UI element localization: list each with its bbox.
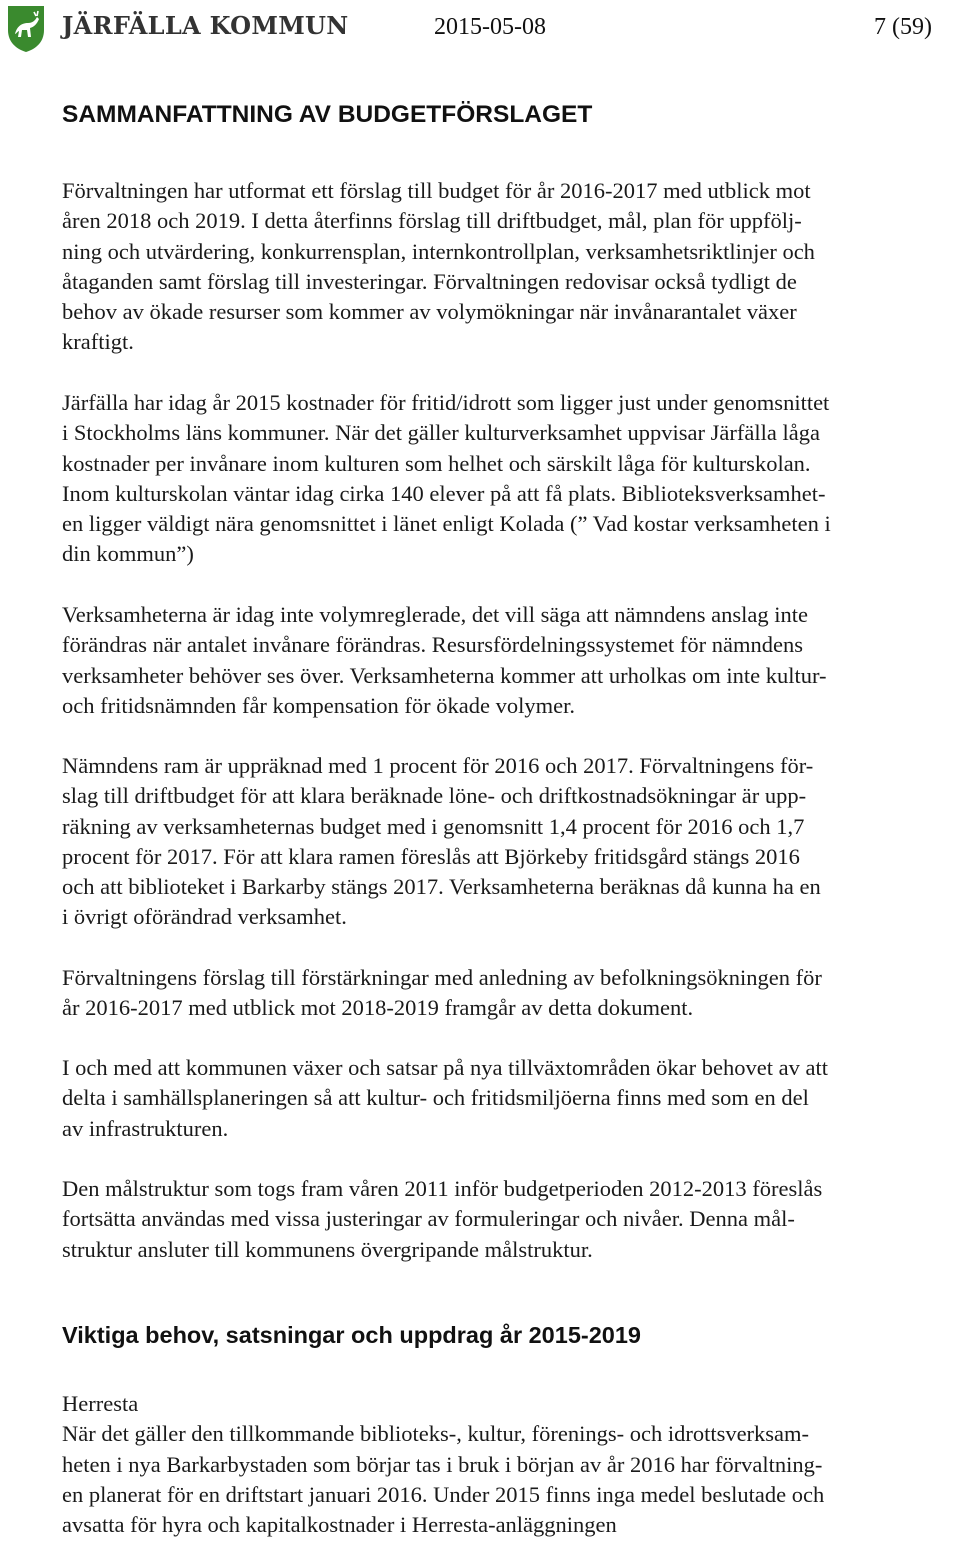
paragraph-frame [62,751,960,933]
text-line: åren 2018 och 2019. I detta återfinns förslag till driftbudget, mål, plan för uppfölj- [62,208,802,234]
text-line: Järfälla har idag år 2015 kostnader för fritid/idrott som ligger just under genomsnittet [62,390,830,415]
text-line: åtaganden samt förslag till investeringar. Förvaltningen redovisar också tydligt de [62,268,797,294]
text-line: behov av ökade resurser som kommer av volymökningar när invånarantalet växer [62,299,797,325]
text-line: heten i nya Barkarbystaden som börjar tas i bruk i början av år 2016 har förvaltning- [62,1451,823,1477]
main-heading: SAMMANFATTNING AV BUDGETFÖRSLAGET [62,101,593,128]
document-date: 2015-05-08 [434,14,546,40]
text-line: år 2016-2017 med utblick mot 2018-2019 framgår av detta dokument. [62,995,694,1021]
paragraph-goal-structure [62,1174,960,1265]
text-line: fortsätta användas med vissa justeringar av formuleringar och nivåer. Denna mål- [62,1206,795,1232]
section-heading: Viktiga behov, satsningar och uppdrag år 2015-2019 [62,1322,641,1348]
text-line: I och med att kommunen växer och satsar på nya tillväxtområden ökar behovet av att [62,1055,828,1080]
text-line: Inom kulturskolan väntar idag cirka 140 elever på att få plats. Biblioteksverksamhet- [62,480,826,506]
page-header [0,0,960,60]
text-line: delta i samhällsplaneringen så att kultur- och fritidsmiljöerna finns med som en del [62,1085,809,1111]
text-line: räkning av verksamheternas budget med i genomsnitt 1,4 procent för 2016 och 1,7 [62,813,805,839]
paragraph-costs [62,388,960,570]
text-line: avsatta för hyra och kapitalkostnader i Herresta-anläggningen [62,1512,617,1538]
text-line: verksamheter behöver ses över. Verksamheterna kommer att urholkas om inte kultur- [62,662,827,688]
text-line: struktur ansluter till kommunens övergripande målstruktur. [62,1236,593,1262]
text-line: kraftigt. [62,329,134,355]
page-number: 7 (59) [874,14,932,40]
text-line: en planerat för en driftstart januari 2016. Under 2015 finns inga medel beslutade och [62,1481,825,1507]
paragraph-volume [62,600,960,721]
subsection-herresta [62,1389,960,1540]
text-line: kostnader per invånare inom kulturen som helhet och särskilt låga för kulturskolan. [62,450,811,476]
text-line: och fritidsnämnden får kompensation för ökade volymer. [62,692,575,718]
text-line: När det gäller den tillkommande biblioteks-, kultur, förenings- och idrottsverksam- [62,1421,810,1447]
text-line: procent för 2017. För att klara ramen föreslås att Björkeby fritidsgård stängs 2016 [62,843,800,869]
text-line: din kommun”) [62,541,194,567]
paragraph-planning [62,1053,960,1144]
text-line: i övrigt oförändrad verksamhet. [62,904,347,930]
coat-of-arms-icon [6,4,46,54]
municipality-name: JÄRFÄLLA KOMMUN [62,11,349,40]
text-line: Verksamheterna är idag inte volymreglerade, det vill säga att nämndens anslag inte [62,602,808,627]
text-line: av infrastrukturen. [62,1115,229,1141]
text-line: en ligger väldigt nära genomsnittet i länet enligt Kolada (” Vad kostar verksamheten i [62,511,831,537]
text-line: Nämndens ram är uppräknad med 1 procent för 2016 och 2017. Förvaltningens för- [62,753,814,778]
text-line: i Stockholms läns kommuner. När det gäller kulturverksamhet uppvisar Järfälla låga [62,420,820,446]
text-line: och att biblioteket i Barkarby stängs 2017. Verksamheterna beräknas då kunna ha en [62,874,821,900]
text-line: Förvaltningen har utformat ett förslag till budget för år 2016-2017 med utblick mot [62,178,811,203]
paragraph-reinforcements [62,963,960,1024]
subsection-title: Herresta [62,1391,139,1416]
paragraph-summary [62,176,960,358]
text-line: förändras när antalet invånare förändras. Resursfördelningssystemet för nämndens [62,632,803,658]
text-line: Förvaltningens förslag till förstärkningar med anledning av befolkningsökningen för [62,965,822,990]
text-line: Den målstruktur som togs fram våren 2011 inför budgetperioden 2012-2013 föreslås [62,1176,823,1201]
text-line: slag till driftbudget för att klara beräknade löne- och driftkostnadsökningar är upp- [62,783,807,809]
text-line: ning och utvärdering, konkurrensplan, internkontrollplan, verksamhetsriktlinjer och [62,238,815,264]
